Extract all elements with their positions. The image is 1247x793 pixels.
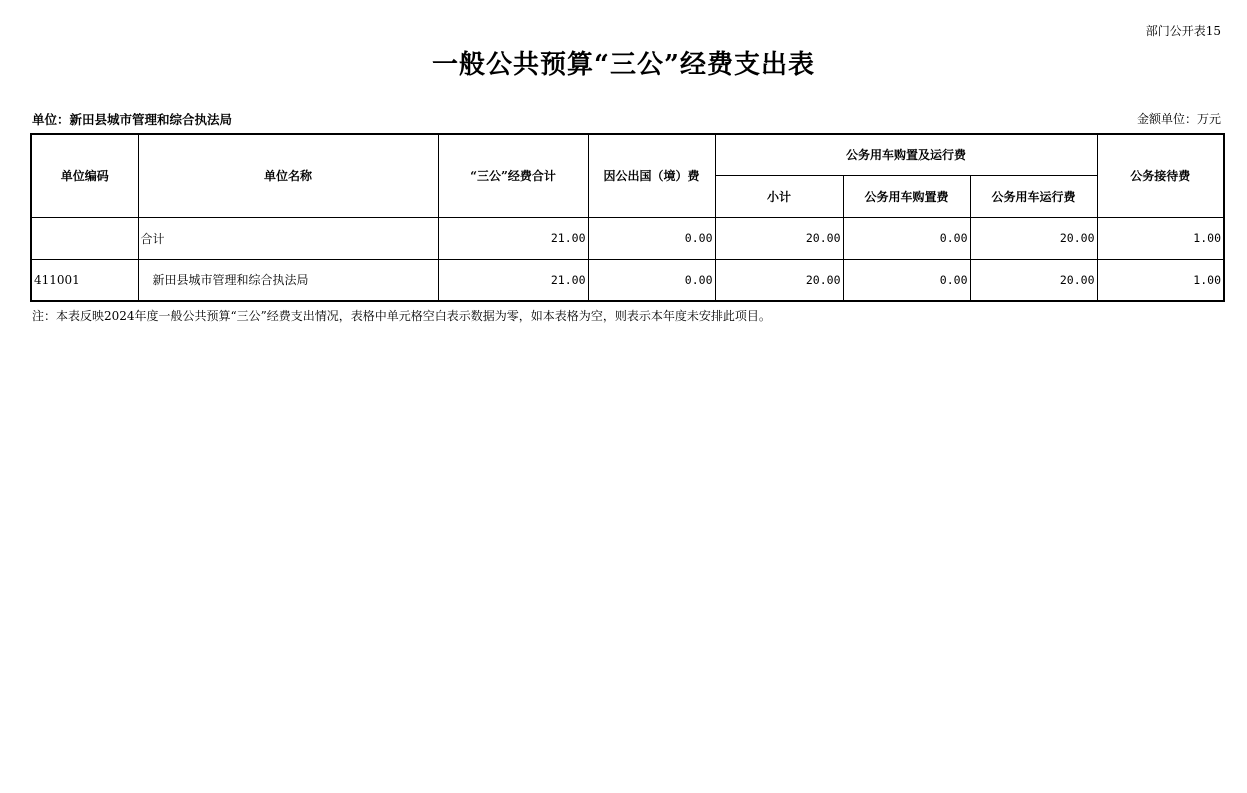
- cell-subtotal: 20.00: [715, 217, 843, 259]
- table-row-total: [31, 217, 1224, 259]
- cell-abroad: 0.00: [588, 259, 715, 301]
- cell-purchase: 0.00: [843, 217, 970, 259]
- header-vehicle-purchase: 公务用车购置费: [843, 175, 970, 217]
- cell-name: 新田县城市管理和综合执法局: [138, 259, 438, 301]
- cell-name: 合计: [138, 217, 438, 259]
- page-title: 一般公共预算“三公”经费支出表: [432, 50, 815, 80]
- money-unit-label: 金额单位：万元: [1136, 112, 1221, 126]
- cell-code: [31, 217, 138, 259]
- cell-operation: 20.00: [970, 217, 1097, 259]
- header-abroad: 因公出国（境）费: [588, 134, 715, 217]
- cell-total: 21.00: [438, 259, 588, 301]
- unit-label: 单位：新田县城市管理和综合执法局: [32, 112, 233, 127]
- table-row-unit: [31, 259, 1224, 301]
- header-reception: 公务接待费: [1097, 134, 1224, 217]
- form-code: 部门公开表15: [1145, 24, 1221, 38]
- cell-code: 411001: [31, 259, 138, 301]
- cell-subtotal: 20.00: [715, 259, 843, 301]
- header-row-1: [31, 134, 1224, 175]
- cell-total: 21.00: [438, 217, 588, 259]
- cell-reception: 1.00: [1097, 217, 1224, 259]
- header-vehicle-group: 公务用车购置及运行费: [715, 134, 1097, 175]
- header-subtotal: 小计: [715, 175, 843, 217]
- cell-reception: 1.00: [1097, 259, 1224, 301]
- cell-operation: 20.00: [970, 259, 1097, 301]
- budget-table: [30, 133, 1225, 302]
- footnote: 注：本表反映2024年度一般公共预算“三公”经费支出情况，表格中单元格空白表示数据为零，如本表格为空，则表示本年度未安排此项目。: [32, 309, 771, 323]
- header-vehicle-operation: 公务用车运行费: [970, 175, 1097, 217]
- header-unit-code: 单位编码: [31, 134, 138, 217]
- cell-purchase: 0.00: [843, 259, 970, 301]
- header-total: “三公”经费合计: [438, 134, 588, 217]
- cell-abroad: 0.00: [588, 217, 715, 259]
- header-unit-name: 单位名称: [138, 134, 438, 217]
